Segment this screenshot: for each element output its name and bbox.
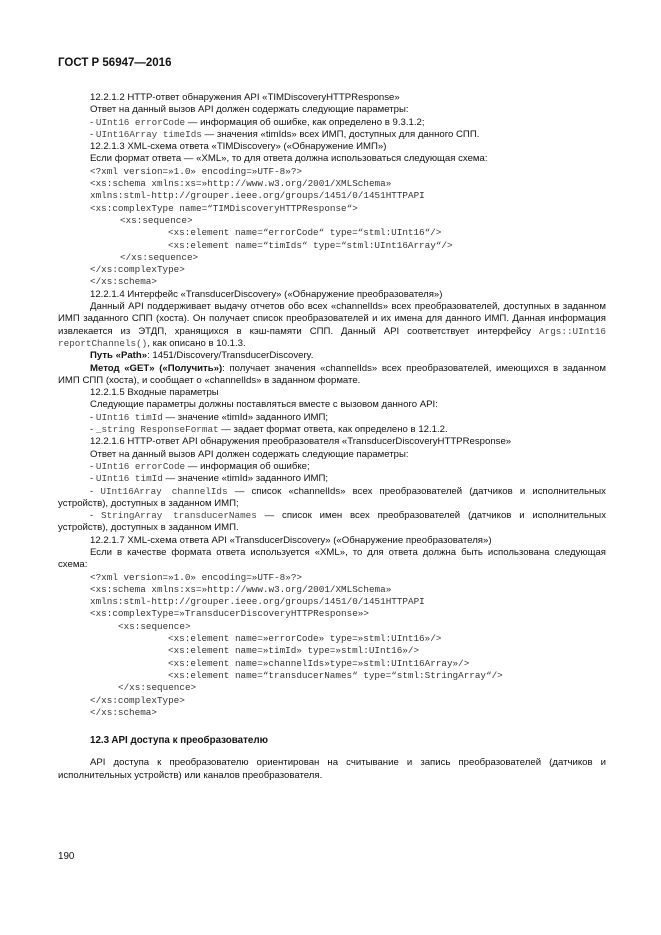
method-paragraph	[58, 363, 606, 388]
param-code: UInt16 errorCode	[95, 116, 186, 128]
section-heading-12-3: 12.3 API доступа к преобразователю	[90, 735, 268, 747]
section-title-12-2-1-3: 12.2.1.3 XML-схема ответа «TIMDiscovery» («Обнаружение ИМП»)	[90, 141, 387, 153]
param-description: — значения «timIds» всех ИМП, доступных для данного СПП.	[201, 128, 480, 140]
param-code: UInt16Array channelIds	[100, 485, 228, 497]
standard-header: ГОСТ Р 56947—2016	[58, 57, 172, 69]
inline-code: Args::UInt16 reportChannels()	[58, 325, 606, 349]
method-label: Метод «GET» («Получить»)	[90, 362, 223, 374]
path-label: Путь «Path»	[90, 350, 148, 362]
param-code: _string ResponseFormat	[95, 424, 219, 436]
param-line: - StringArray transducerNames — список имен всех преобразователей (датчиков и исполнительных устройств), доступных в заданном ИМП.	[58, 510, 606, 534]
code-line: </xs:schema>	[90, 706, 157, 718]
path-value: : 1451/Discovery/TransducerDiscovery.	[147, 350, 314, 362]
param-line: - UInt16Array channelIds — список «channelIds» всех преобразователей (датчиков и исполнительных устройств), доступных в заданном ИМП;	[58, 485, 606, 509]
param-code: UInt16 timId	[95, 411, 163, 423]
param-line: - _string ResponseFormat — задает формат ответа, как определено в 12.1.2.	[90, 424, 448, 436]
param-code: UInt16 timId	[95, 473, 163, 485]
code-line: <xs:sequence>	[118, 620, 191, 632]
code-line: <xs:element name=“timIds“ type=“stml:UInt16Array“/>	[168, 239, 453, 251]
section-paragraph: Данный API поддерживает выдачу отчетов обо всех «channelIds» всех преобразователей, доступных в заданном ИМП заданного СПП (хоста). Он получает список преобразователей и их имена для данного ИМП. Данная информация извлекается из ЭТДП, хранящихся в кэш-памяти СПП. Данный API соответствует интерфейсу Args::UInt16 reportChannels(), как описано в 10.1.3.	[58, 301, 606, 349]
section-title-12-2-1-7: 12.2.1.7 XML-схема ответа API «TransducerDiscovery» («Обнаружение преобразователя»)	[90, 534, 492, 546]
code-line: </xs:complexType>	[90, 694, 185, 706]
code-line: <xs:schema xmlns:xs=»http://www.w3.org/2001/XMLSchema»	[90, 583, 392, 595]
code-line: <xs:schema xmlns:xs=»http://www.w3.org/2001/XMLSchema»	[90, 178, 392, 190]
document-body	[58, 92, 606, 782]
param-line: - UInt16 timId — значение «timId» заданного ИМП;	[90, 473, 329, 485]
param-line: - UInt16 errorCode — информация об ошибке;	[90, 460, 310, 472]
section-title-12-2-1-6: 12.2.1.6 HTTP-ответ API обнаружения преобразователя «TransducerDiscoveryHTTPResponse»	[90, 436, 512, 448]
section-intro: Следующие параметры должны поставляться вместе с вызовом данного API:	[90, 399, 438, 411]
param-code: UInt16 errorCode	[95, 460, 186, 472]
section-title-12-2-1-4: 12.2.1.4 Интерфейс «TransducerDiscovery» («Обнаружение преобразователя»)	[90, 288, 443, 300]
method-text: : получает значения «channelIds» всех преобразователей, имеющихся в заданном ИМП СПП (хоста), и сообщает о «channelIds» в заданном формате.	[58, 362, 606, 386]
code-line: <xs:element name=»timId» type=»stml:UInt16»/>	[168, 645, 420, 657]
param-description: — список «channelIds» всех преобразователей (датчиков и исполнительных устройств), доступных в заданном ИМП;	[58, 485, 606, 509]
code-line: <xs:sequence>	[120, 214, 193, 226]
param-code: UInt16Array timeIds	[95, 128, 202, 140]
section-paragraph: API доступа к преобразователю ориентирован на считывание и запись преобразователей (датчиков и исполнительных устройств) или каналов преобразователя.	[58, 757, 606, 781]
code-line: </xs:schema>	[90, 276, 157, 288]
code-line: </xs:sequence>	[118, 682, 197, 694]
code-line: <xs:element name=“transducerNames“ type=“stml:StringArray“/>	[168, 669, 503, 681]
section-intro: Если формат ответа — «XML», то для ответа должна использоваться следующая схема:	[90, 153, 488, 165]
code-line: <xs:complexType=»TransducerDiscoveryHTTPResponse»>	[90, 608, 369, 620]
code-line: <xs:element name=»errorCode» type=»stml:UInt16»/>	[168, 633, 442, 645]
param-description: — задает формат ответа, как определено в 12.1.2.	[218, 424, 448, 436]
spacer	[58, 747, 606, 757]
code-line: <xs:element name=“errorCode“ type=“stml:UInt16“/>	[168, 227, 442, 239]
section-intro: Ответ на данный вызов API должен содержать следующие параметры:	[90, 104, 409, 116]
param-description: — список имен всех преобразователей (датчиков и исполнительных устройств), доступных в заданном ИМП.	[58, 510, 606, 534]
param-description: — информация об ошибке, как определено в 9.3.1.2;	[185, 116, 425, 128]
param-description: — значение «timId» заданного ИМП;	[162, 411, 329, 423]
section-intro: Если в качестве формата ответа используется «XML», то для ответа должна быть использована следующая схема:	[58, 546, 606, 571]
code-line: <xs:element name=»channelIds»type=»stml:UInt16Array»/>	[168, 657, 470, 669]
code-line: <?xml version=»1.0» encoding=»UTF-8»?>	[90, 165, 303, 177]
section-title-12-2-1-2: 12.2.1.2 HTTP-ответ обнаружения API «TIMDiscoveryHTTPResponse»	[90, 92, 400, 103]
param-line: - UInt16 errorCode — информация об ошибке, как определено в 9.3.1.2;	[90, 116, 425, 128]
code-line: </xs:complexType>	[90, 264, 185, 276]
section-title-12-2-1-5: 12.2.1.5 Входные параметры	[90, 387, 219, 399]
code-line: <?xml version=»1.0» encoding=»UTF-8»?>	[90, 571, 303, 583]
code-line: </xs:sequence>	[120, 251, 199, 263]
param-description: — информация об ошибке;	[185, 460, 310, 472]
code-line: xmlns:stml-http://grouper.ieee.org/groups/1451/0/1451HTTPAPI	[90, 190, 425, 202]
code-line: xmlns:stml-http://grouper.ieee.org/groups/1451/0/1451HTTPAPI	[90, 596, 425, 608]
param-code: StringArray transducerNames	[101, 510, 257, 522]
param-line: - UInt16Array timeIds — значения «timIds» всех ИМП, доступных для данного СПП.	[90, 128, 480, 140]
path-line	[58, 350, 606, 362]
page-number: 190	[58, 851, 75, 862]
code-line: <xs:complexType name=“TIMDiscoveryHTTPResponse“>	[90, 202, 358, 214]
param-description: — значение «timId» заданного ИМП;	[162, 473, 329, 485]
param-line: - UInt16 timId — значение «timId» заданного ИМП;	[90, 411, 329, 423]
section-intro: Ответ на данный вызов API должен содержать следующие параметры:	[90, 448, 409, 460]
